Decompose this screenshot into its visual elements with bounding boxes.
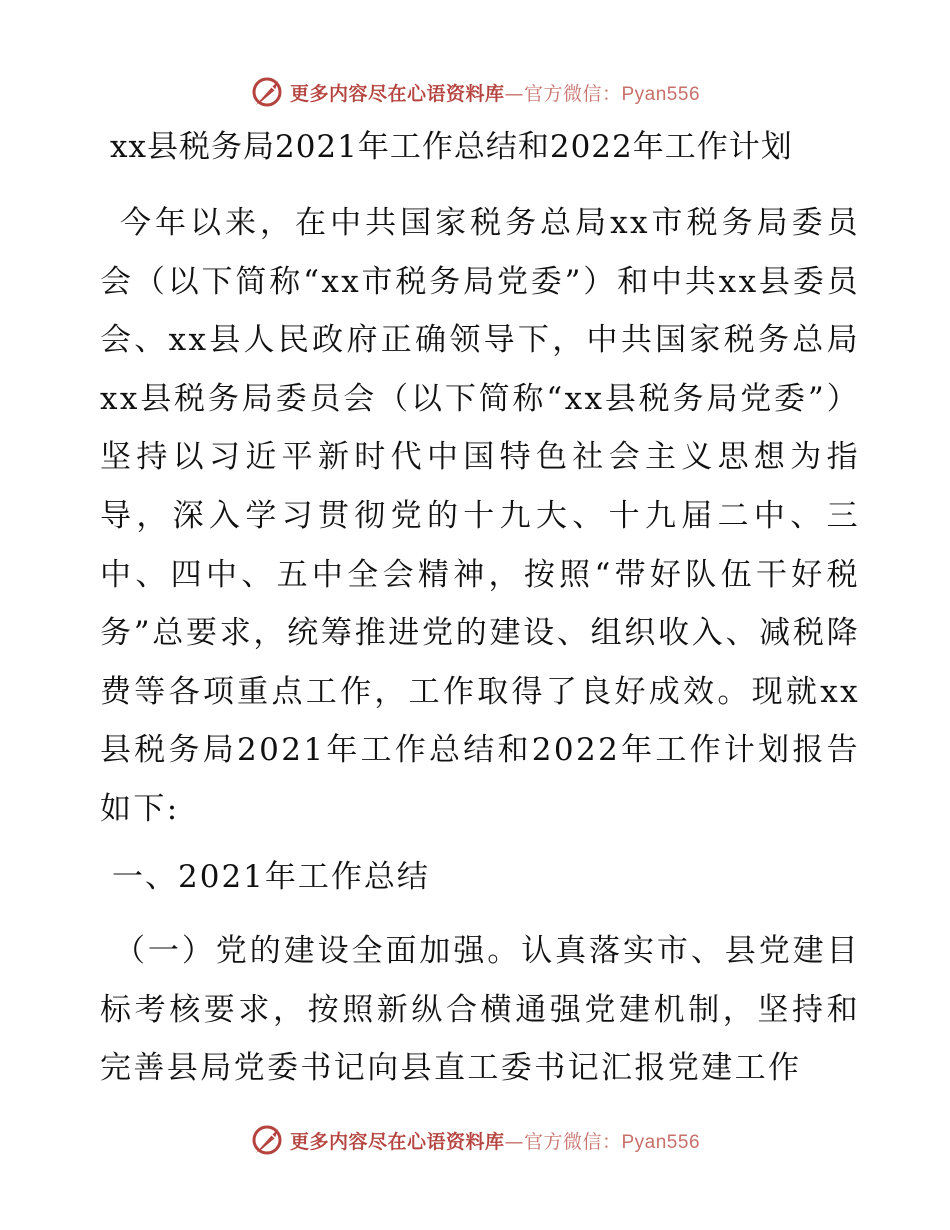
watermark-wechat-id: Pyan556 <box>621 1131 701 1153</box>
watermark-main-text: 更多内容尽在心语资料库 <box>289 1130 505 1153</box>
intro-paragraph: 今年以来，在中共国家税务总局xx市税务局委员会（以下简称“xx市税务局党委”）和中共xx县委员会、xx县人民政府正确领导下，中共国家税务总局xx县税务局委员会（以下简称“xx县税务局党委”）坚持以习近平新时代中国特色社会主义思想为指导，深入学习贯彻党的十九大、十九届二中、三中、四中、五中全会精神，按照“带好队伍干好税务”总要求，统筹推进党的建设、组织收入、减税降费等各项重点工作，工作取得了良好成效。现就xx县税务局2021年工作总结和2022年工作计划报告如下: <box>100 205 860 827</box>
watermark-sub-text: 官方微信： <box>523 82 622 105</box>
watermark-sub-text: 官方微信： <box>523 1130 622 1153</box>
quill-pen-logo-icon <box>250 75 284 109</box>
section-heading: 一、2021年工作总结 <box>112 859 430 895</box>
document-title: xx县税务局2021年工作总结和2022年工作计划 <box>110 129 793 165</box>
quill-pen-logo-icon <box>250 1123 284 1157</box>
watermark-separator: — <box>504 82 524 105</box>
watermark-main-text: 更多内容尽在心语资料库 <box>289 82 505 105</box>
watermark-footer <box>0 1118 950 1162</box>
watermark-wechat-id: Pyan556 <box>621 83 701 105</box>
watermark-header <box>0 70 950 114</box>
watermark-separator: — <box>504 1130 524 1153</box>
section-paragraph: （一）党的建设全面加强。认真落实市、县党建目标考核要求，按照新纵合横通强党建机制，坚持和完善县局党委书记向县直工委书记汇报党建工作 <box>100 933 860 1087</box>
